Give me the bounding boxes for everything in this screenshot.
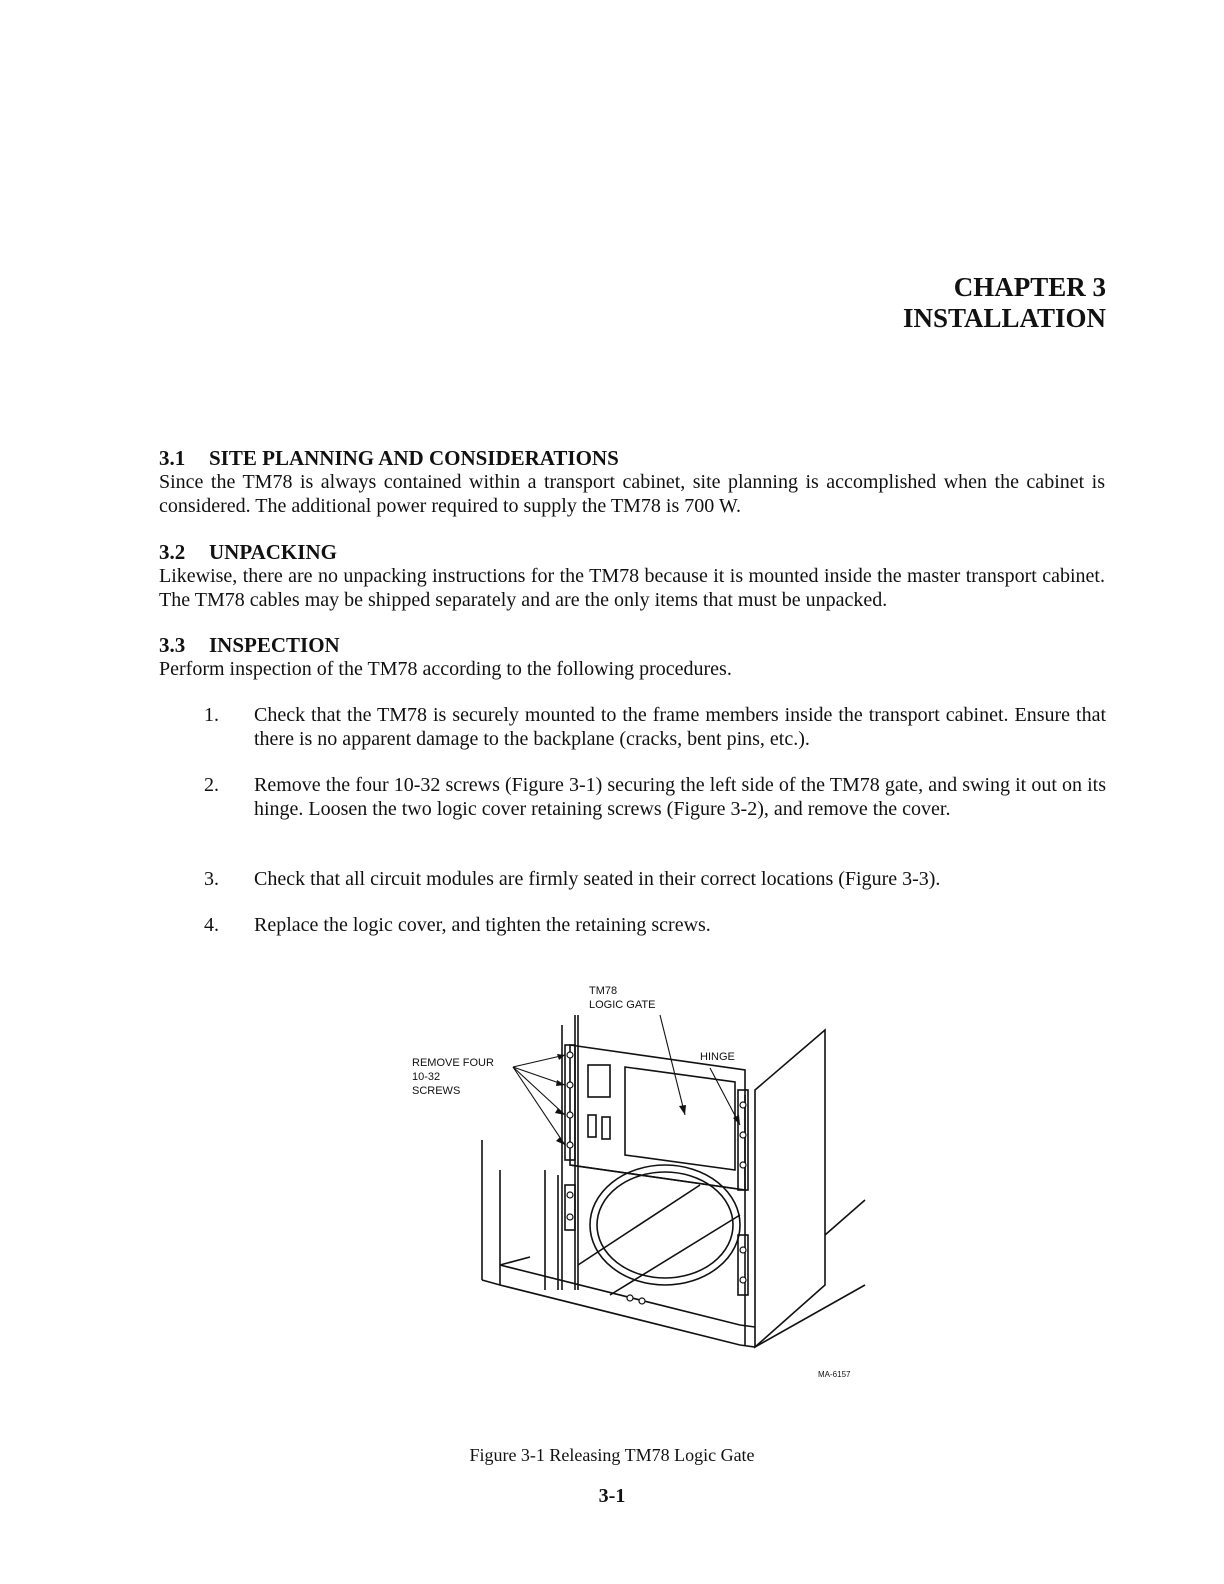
- screw-icon: [567, 1112, 573, 1118]
- page-number: 3-1: [598, 1485, 626, 1507]
- cable-loop: [590, 1165, 740, 1285]
- section-number: 3.3: [159, 633, 186, 657]
- screw-icon: [639, 1298, 645, 1304]
- figure-3-1: [410, 985, 870, 1385]
- section-body: Likewise, there are no unpacking instructions for the TM78 because it is mounted inside the master transport cabinet. The TM78 cables may be shipped separately and are the only items that must be unpacked.: [159, 565, 1105, 611]
- screw-icon: [567, 1142, 573, 1148]
- step-text: Check that all circuit modules are firmly seated in their correct locations (Figure 3-3).: [254, 868, 941, 890]
- arrow-icon: [733, 1115, 740, 1125]
- list-item: [204, 773, 1106, 821]
- panel-cover: [625, 1067, 735, 1170]
- list-item: [204, 913, 1106, 937]
- gate-label-line1: TM78: [589, 985, 618, 997]
- step-text: Replace the logic cover, and tighten the retaining screws.: [254, 914, 711, 936]
- cabinet-bottom: [482, 1280, 865, 1347]
- figure-caption: Figure 3-1 Releasing TM78 Logic Gate: [469, 1445, 755, 1465]
- cable-loop: [597, 1172, 733, 1278]
- step-number: 3.: [204, 868, 219, 890]
- section-heading: [159, 633, 1105, 657]
- arrow-icon: [556, 1137, 565, 1145]
- screw-icon: [740, 1132, 746, 1138]
- gate-label-line2: LOGIC GATE: [589, 999, 656, 1011]
- panel-window: [588, 1065, 610, 1097]
- step-number: 4.: [204, 914, 219, 936]
- arrow-icon: [557, 1054, 565, 1060]
- screws-label-line3: SCREWS: [412, 1085, 461, 1097]
- section-body: Since the TM78 is always contained within a transport cabinet, site planning is accomplished when the cabinet is considered. The additional power required to supply the TM78 is 700 W.: [159, 471, 1105, 517]
- cabinet-side: [755, 1030, 825, 1347]
- section-heading: [159, 540, 1105, 564]
- leader-line: [513, 1055, 565, 1067]
- screws-label-line1: REMOVE FOUR: [412, 1057, 494, 1069]
- arrow-icon: [555, 1108, 565, 1115]
- cabinet-floor: [500, 1257, 530, 1265]
- hinge-bracket: [738, 1235, 748, 1295]
- chapter-title: INSTALLATION: [902, 303, 1106, 333]
- step-number: 2.: [204, 774, 219, 796]
- switch: [602, 1117, 610, 1139]
- gate-panel-edge: [570, 1165, 745, 1190]
- section-3-1: [159, 446, 1105, 518]
- hinge-label: HINGE: [700, 1051, 735, 1063]
- screw-icon: [567, 1192, 573, 1198]
- screws-label-line2: 10-32: [412, 1071, 441, 1083]
- screw-icon: [627, 1295, 633, 1301]
- step-text: Check that the TM78 is securely mounted to the frame members inside the transport cabinet. Ensure that there is no apparent damage to the backplane (cracks, bent pins, etc.).: [254, 704, 1106, 750]
- step-number: 1.: [204, 704, 219, 726]
- chapter-number: CHAPTER 3: [953, 272, 1106, 302]
- screw-icon: [567, 1214, 573, 1220]
- logic-gate-illustration: [410, 985, 870, 1385]
- section-number: 3.2: [159, 540, 186, 564]
- screw-icon: [740, 1102, 746, 1108]
- arrow-icon: [556, 1080, 565, 1086]
- section-body: Perform inspection of the TM78 according to the following procedures.: [159, 658, 732, 680]
- leader-line: [660, 1015, 685, 1115]
- screw-icon: [740, 1247, 746, 1253]
- section-title: SITE PLANNING AND CONSIDERATIONS: [209, 446, 619, 470]
- step-text: Remove the four 10-32 screws (Figure 3-1) securing the left side of the TM78 gate, and swing it out on its hinge. Loosen the two logic cover retaining screws (Figure 3-2), and remove the cover.: [254, 774, 1106, 820]
- section-number: 3.1: [159, 446, 186, 470]
- section-3-3: [159, 633, 1105, 681]
- list-item: [204, 867, 1106, 891]
- drawing-id: MA-6157: [818, 1370, 851, 1379]
- screw-icon: [567, 1052, 573, 1058]
- section-title: UNPACKING: [209, 540, 337, 564]
- chapter-heading: [903, 272, 1106, 334]
- leader-line: [513, 1067, 565, 1115]
- arrow-icon: [679, 1105, 686, 1115]
- leader-line: [513, 1067, 565, 1145]
- section-3-2: [159, 540, 1105, 612]
- section-heading: [159, 446, 1105, 470]
- list-item: [204, 703, 1106, 751]
- switch: [588, 1115, 596, 1137]
- brace: [825, 1200, 865, 1235]
- screw-icon: [740, 1277, 746, 1283]
- section-title: INSPECTION: [209, 633, 340, 657]
- screw-icon: [567, 1082, 573, 1088]
- screw-icon: [740, 1162, 746, 1168]
